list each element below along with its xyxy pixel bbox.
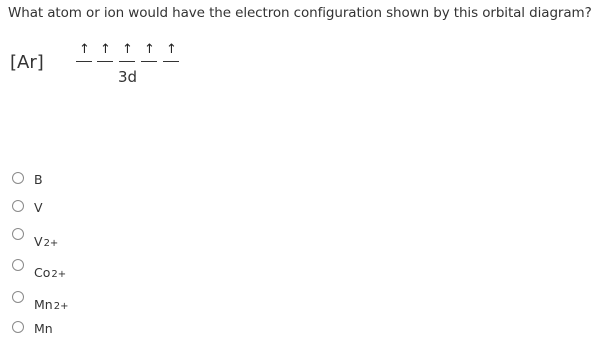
orbital-line <box>97 61 113 62</box>
up-arrow-icon: ↑ <box>100 42 111 57</box>
orbital-line <box>76 61 92 62</box>
radio-circle-icon[interactable] <box>12 228 24 240</box>
sublevel-label: 3d <box>118 68 138 86</box>
radio-circle-icon[interactable] <box>12 321 24 333</box>
orbital-box-5 <box>163 42 179 62</box>
option-label: $V_{2+}$ <box>34 233 59 249</box>
option-label: B <box>34 171 43 187</box>
option-label: $Mn_{2+}$ <box>34 296 69 312</box>
option-mn[interactable] <box>12 315 54 339</box>
up-arrow-icon: ↑ <box>79 42 90 57</box>
option-co2plus[interactable] <box>12 253 67 280</box>
radio-circle-icon[interactable] <box>12 172 24 184</box>
orbital-line <box>141 61 157 62</box>
up-arrow-icon: ↑ <box>122 42 133 57</box>
option-label: Mn <box>34 320 53 336</box>
orbital-box-3 <box>119 42 135 62</box>
orbital-line <box>163 61 179 62</box>
up-arrow-icon: ↑ <box>144 42 155 57</box>
question-text: What atom or ion would have the electron configuration shown by this orbital diagram? <box>8 5 592 21</box>
option-b[interactable] <box>12 166 44 190</box>
noble-gas-core: [Ar] <box>10 52 44 73</box>
orbital-box-4 <box>141 42 157 62</box>
up-arrow-icon: ↑ <box>166 42 177 57</box>
option-label: $Co_{2+}$ <box>34 264 67 280</box>
option-v[interactable] <box>12 194 44 218</box>
radio-circle-icon[interactable] <box>12 291 24 303</box>
option-v2plus[interactable] <box>12 222 59 249</box>
orbital-box-2 <box>97 42 113 62</box>
radio-circle-icon[interactable] <box>12 259 24 271</box>
orbital-box-1 <box>76 42 92 62</box>
radio-circle-icon[interactable] <box>12 200 24 212</box>
option-mn2plus[interactable] <box>12 285 69 312</box>
option-label: V <box>34 199 43 215</box>
orbital-line <box>119 61 135 62</box>
orbital-diagram <box>0 0 593 120</box>
